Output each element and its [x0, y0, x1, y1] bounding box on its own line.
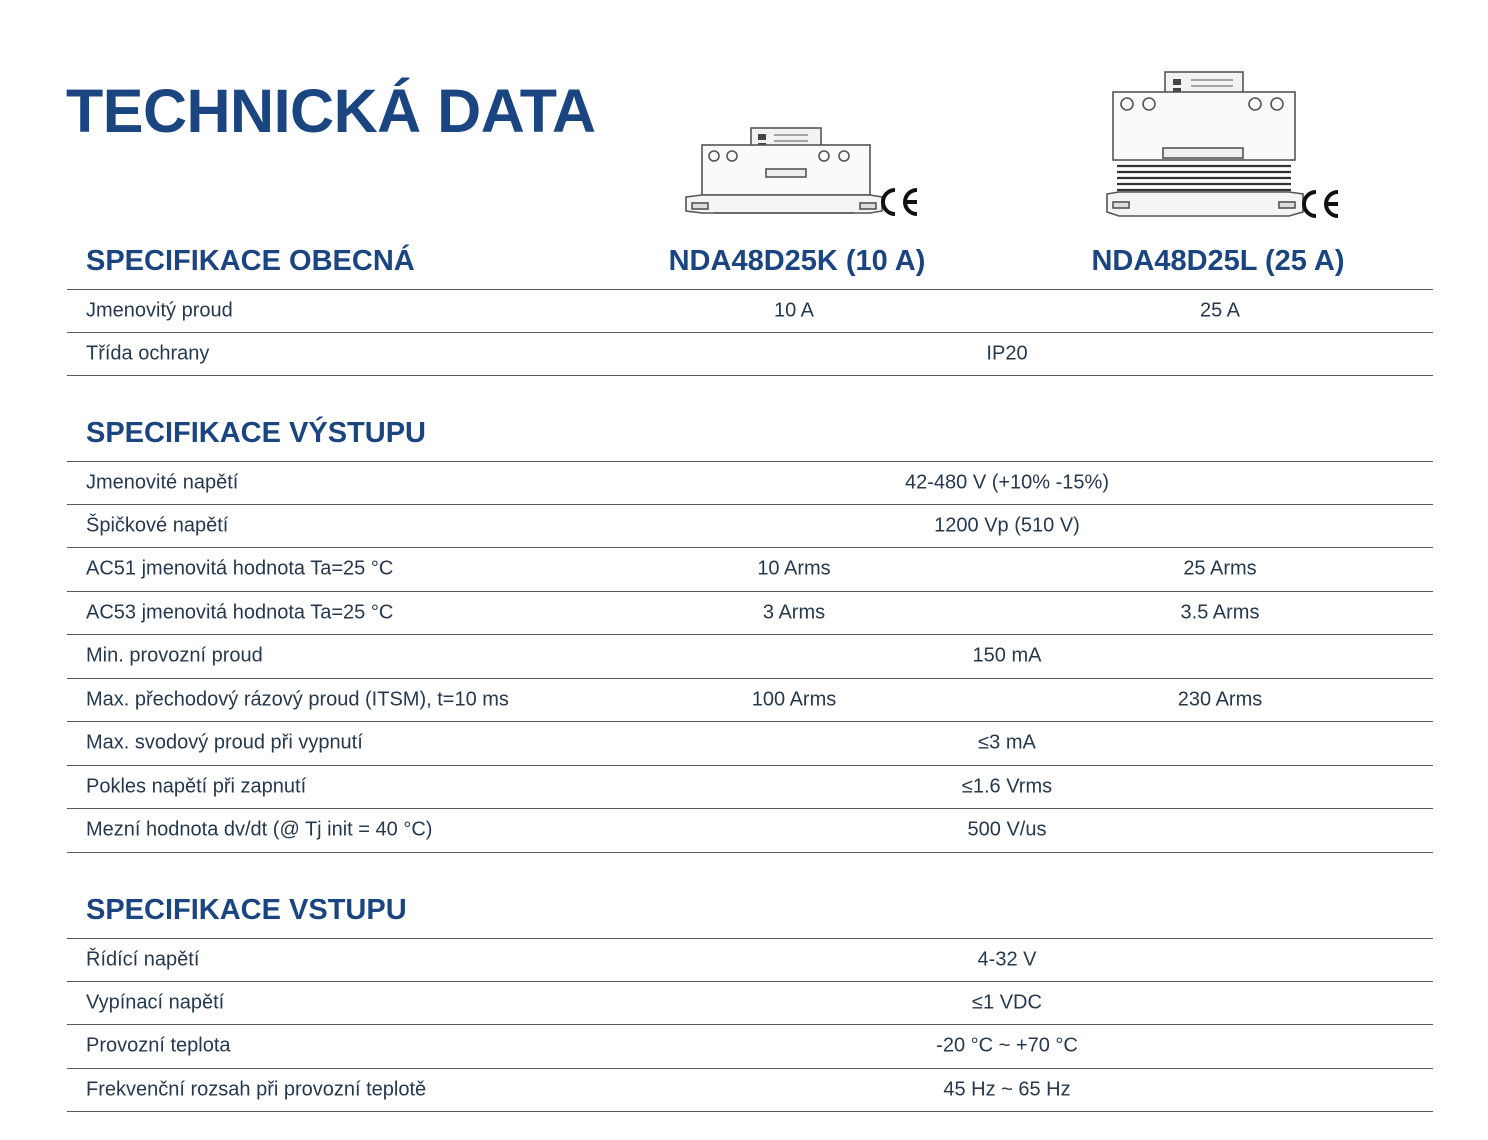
- row-label: AC51 jmenovitá hodnota Ta=25 °C: [86, 557, 394, 580]
- row-label: Jmenovité napětí: [86, 471, 239, 494]
- shared-value: 45 Hz ~ 65 Hz: [943, 1078, 1071, 1101]
- section-heading-input: SPECIFIKACE VSTUPU: [86, 894, 407, 926]
- value-product-1: 3 Arms: [762, 601, 826, 624]
- shared-value: IP20: [986, 342, 1028, 365]
- row-label: Řídící napětí: [86, 948, 200, 971]
- column-header-product-2: NDA48D25L (25 A): [1091, 245, 1345, 277]
- output-spec-table: [67, 461, 1433, 853]
- row-label: Min. provozní proud: [86, 644, 263, 667]
- row-label: AC53 jmenovitá hodnota Ta=25 °C: [86, 601, 394, 624]
- value-product-2: 25 A: [1199, 299, 1241, 322]
- table-row: [67, 289, 1433, 333]
- section-heading-general: SPECIFIKACE OBECNÁ: [86, 245, 415, 277]
- value-product-2: 3.5 Arms: [1180, 601, 1260, 624]
- table-row: [67, 635, 1433, 679]
- shared-value: 1200 Vp (510 V): [934, 514, 1080, 537]
- row-label: Třída ochrany: [86, 342, 210, 365]
- shared-value: 42-480 V (+10% -15%): [904, 471, 1109, 494]
- shared-value: -20 °C ~ +70 °C: [936, 1034, 1078, 1057]
- row-label: Jmenovitý proud: [86, 299, 233, 322]
- table-row: [67, 1025, 1433, 1069]
- shared-value: 500 V/us: [967, 818, 1047, 841]
- input-spec-table: [67, 938, 1433, 1112]
- row-label: Mezní hodnota dv/dt (@ Tj init = 40 °C): [86, 818, 433, 841]
- ce-mark-icon: [877, 186, 921, 218]
- value-product-2: 230 Arms: [1177, 688, 1263, 711]
- shared-value: ≤1 VDC: [972, 991, 1042, 1014]
- row-label: Provozní teplota: [86, 1034, 231, 1057]
- product-image-nda48d25l: [1105, 70, 1305, 222]
- page-title: TECHNICKÁ DATA: [66, 77, 596, 145]
- row-label: Frekvenční rozsah při provozní teplotě: [86, 1078, 427, 1101]
- table-row: [67, 766, 1433, 810]
- row-label: Max. svodový proud při vypnutí: [86, 731, 363, 754]
- value-product-1: 10 A: [773, 299, 815, 322]
- table-row: [67, 1069, 1433, 1113]
- shared-value: 4-32 V: [977, 948, 1037, 971]
- table-row: [67, 548, 1433, 592]
- shared-value: ≤1.6 Vrms: [961, 775, 1053, 798]
- table-row: [67, 333, 1433, 377]
- shared-value: ≤3 mA: [978, 731, 1036, 754]
- section-heading-output: SPECIFIKACE VÝSTUPU: [86, 417, 426, 449]
- row-label: Pokles napětí při zapnutí: [86, 775, 307, 798]
- column-header-product-1: NDA48D25K (10 A): [668, 245, 926, 277]
- ce-mark-icon: [1298, 188, 1342, 220]
- table-row: [67, 722, 1433, 766]
- row-label: Vypínací napětí: [86, 991, 225, 1014]
- row-label: Špičkové napětí: [86, 514, 229, 537]
- table-row: [67, 809, 1433, 853]
- shared-value: 150 mA: [972, 644, 1042, 667]
- table-row: [67, 592, 1433, 636]
- table-row: [67, 505, 1433, 549]
- value-product-1: 100 Arms: [751, 688, 837, 711]
- value-product-1: 10 Arms: [757, 557, 831, 580]
- general-spec-table: [67, 289, 1433, 376]
- table-row: [67, 938, 1433, 982]
- table-row: [67, 461, 1433, 505]
- table-row: [67, 679, 1433, 723]
- table-row: [67, 982, 1433, 1026]
- row-label: Max. přechodový rázový proud (ITSM), t=10 ms: [86, 688, 509, 711]
- value-product-2: 25 Arms: [1183, 557, 1257, 580]
